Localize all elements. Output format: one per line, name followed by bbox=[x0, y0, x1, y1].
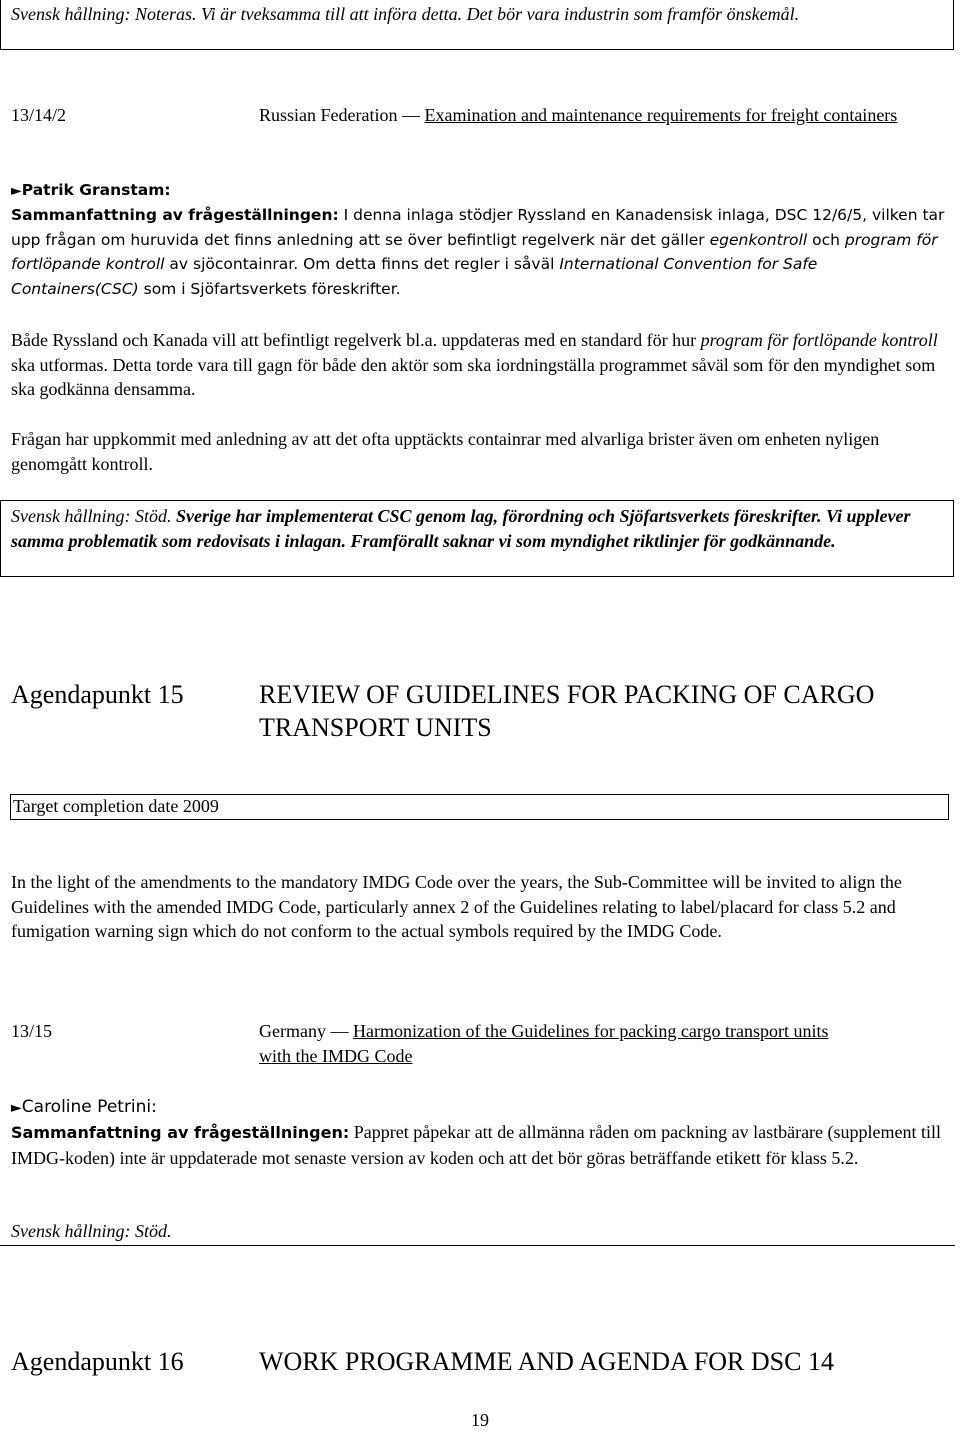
target-date-box bbox=[10, 794, 949, 820]
page-number: 19 bbox=[471, 1410, 489, 1430]
position-underline bbox=[0, 1245, 955, 1246]
agenda-15-title-line-2: TRANSPORT UNITS bbox=[259, 713, 492, 742]
summary-13-15 bbox=[11, 1120, 946, 1170]
item-number: 13/14/2 bbox=[11, 105, 67, 125]
arrow-icon: ► bbox=[11, 183, 22, 199]
summary-italic-1: egenkontroll bbox=[709, 230, 808, 249]
item-heading bbox=[259, 103, 949, 128]
swedish-position-box-top bbox=[0, 0, 954, 50]
item-title: Examination and maintenance requirements for freight containers bbox=[424, 105, 898, 125]
summary-text: I denna inlaga stödjer Ryssland en Kanadensisk inlaga, DSC 12/6/5, vilken tar upp frågan om huruvida det finns anledning att se över befintligt regelverk när det gäller bbox=[11, 206, 945, 249]
reporter-line-13-15 bbox=[11, 1095, 946, 1121]
paragraph-2-italic: program för fortlöpande kontroll bbox=[700, 330, 938, 350]
paragraph-2-text-2: ska utformas. Detta torde vara till gagn för både den aktör som ska iordningställa programmet såväl som för den myndighet som ska godkänna densamma. bbox=[11, 354, 936, 399]
paragraph-3: Frågan har uppkommit med anledning av att det ofta upptäckts containrar med alvarliga brister även om enheten nyligen genomgått kontroll. bbox=[11, 429, 880, 474]
summary-text-3: av sjöcontainrar. bbox=[164, 255, 299, 273]
swedish-position-box bbox=[0, 500, 954, 577]
item-13-15-title-1: Harmonization of the Guidelines for packing cargo transport units bbox=[352, 1021, 829, 1041]
summary-label-13-15: Sammanfattning av frågeställningen: bbox=[11, 1123, 350, 1142]
item-country: Russian Federation bbox=[259, 105, 398, 125]
agenda-15-label: Agendapunkt 15 bbox=[11, 680, 184, 709]
item-13-15-country: Germany bbox=[259, 1021, 326, 1041]
paragraph-2-text: Både Ryssland och Kanada vill att befintligt regelverk bl.a. uppdateras med en standard för hur bbox=[11, 330, 701, 350]
summary-italic-2: program för fortlöpande kontroll bbox=[11, 230, 938, 273]
swedish-position-note: Svensk hållning: Noteras. Vi är tveksamma till att införa detta. Det bör vara industrin som framför önskemål. bbox=[11, 4, 800, 24]
item-dash: — bbox=[401, 105, 420, 125]
reporter-name-13-15: Caroline Petrini: bbox=[21, 1097, 157, 1117]
item-13-15-heading bbox=[259, 1019, 949, 1068]
agenda-15-description: In the light of the amendments to the mandatory IMDG Code over the years, the Sub-Committee will be invited to align the Guidelines with the amended IMDG Code, particularly annex 2 of the Guidelines relating to label/placard for class 5.2 and fumigation warning sign which do not conform to the actual symbols required by the IMDG Code. bbox=[11, 872, 902, 941]
paragraph-1-text: Om detta finns det regler i såväl bbox=[298, 255, 560, 273]
agenda-16-title: WORK PROGRAMME AND AGENDA FOR DSC 14 bbox=[259, 1347, 834, 1376]
position-label: Svensk hållning: Stöd. bbox=[11, 506, 172, 526]
summary-text-13-15: Pappret påpekar att de allmänna råden om packning av lastbärare (supplement till IMDG-koden) inte är uppdaterade mot senaste version av koden och att det bör göras beträffande etikett för klass 5.2. bbox=[11, 1122, 942, 1168]
agenda-15-title-line-1: REVIEW OF GUIDELINES FOR PACKING OF CARGO bbox=[259, 680, 875, 709]
reporter-line bbox=[11, 178, 946, 204]
item-13-15-title-2: with the IMDG Code bbox=[259, 1045, 413, 1066]
item-number-13-15: 13/15 bbox=[11, 1021, 53, 1041]
summary-label: Sammanfattning av frågeställningen: bbox=[11, 206, 339, 224]
paragraph-2 bbox=[11, 328, 946, 402]
agenda-16-label: Agendapunkt 16 bbox=[11, 1347, 184, 1376]
reporter-name: Patrik Granstam: bbox=[21, 181, 171, 199]
arrow-icon: ► bbox=[11, 1100, 22, 1116]
paragraph-1-text-2: som i Sjöfartsverkets föreskrifter. bbox=[138, 279, 401, 298]
item-13-15-dash: — bbox=[330, 1021, 349, 1041]
paragraph-1-italic: International Convention for Safe Containers(CSC) bbox=[11, 255, 818, 298]
target-completion-date: Target completion date 2009 bbox=[13, 796, 219, 816]
summary-text-2: och bbox=[807, 230, 845, 249]
agenda-15-title bbox=[259, 678, 959, 744]
summary-paragraph bbox=[11, 203, 946, 301]
position-13-15: Svensk hållning: Stöd. bbox=[11, 1221, 172, 1241]
position-text: Sverige har implementerat CSC genom lag, förordning och Sjöfartsverkets föreskrifter. Vi upplever samma problematik som redovisats i inlagan. Framförallt saknar vi som myndighet riktlinjer för godkännande. bbox=[11, 506, 911, 551]
